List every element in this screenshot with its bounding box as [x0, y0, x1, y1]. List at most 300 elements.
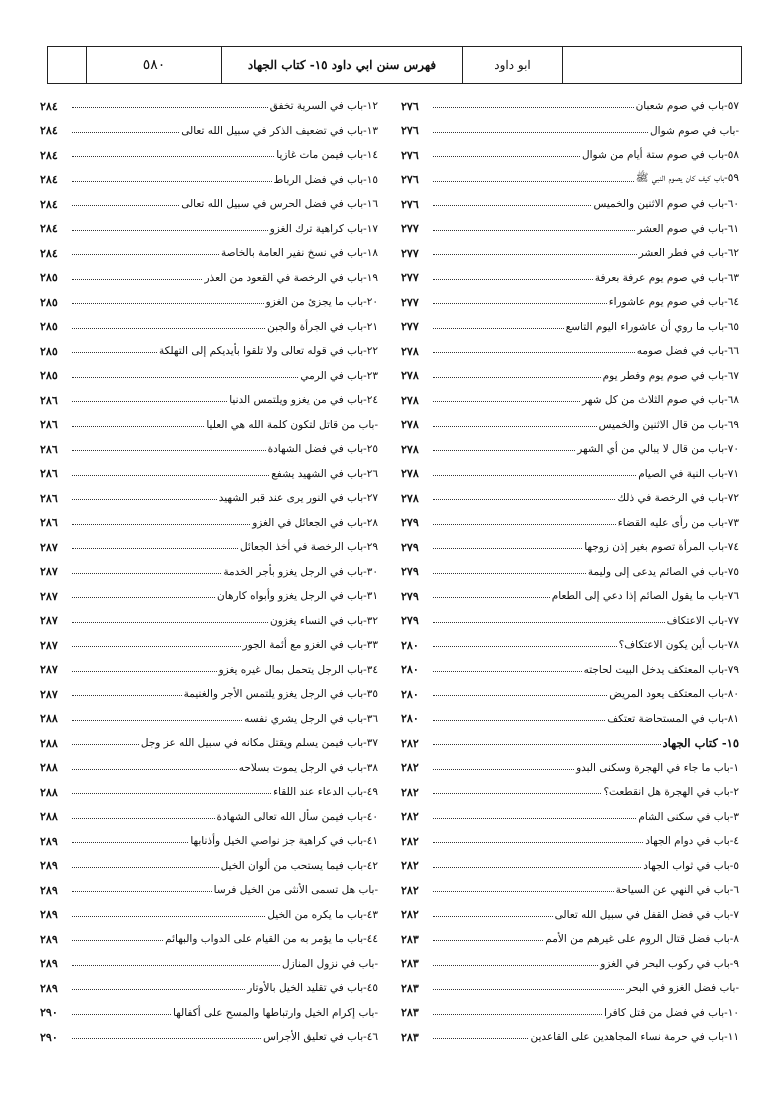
index-entry — [40, 1025, 378, 1050]
dot-leader — [433, 392, 580, 402]
entry-title: -باب هل تسمى الأنثى من الخيل فرسا — [213, 884, 378, 897]
index-entry — [401, 633, 739, 658]
entry-page: ٢٧٨ — [401, 467, 419, 481]
entry-page: ٢٨٢ — [401, 883, 419, 897]
entry-title: ٢٩-باب الرخصة في أخذ الجعائل — [239, 541, 378, 554]
entry-page: ٢٩٠ — [40, 1006, 58, 1020]
index-entry — [401, 388, 739, 413]
entry-title: -باب في نزول المنازل — [281, 957, 378, 970]
entry-title: ٦٠-باب في صوم الاثنين والخميس — [593, 198, 739, 211]
index-entry — [40, 1001, 378, 1026]
dot-leader — [433, 515, 616, 525]
index-entry — [401, 217, 739, 242]
entry-page: ٢٨٢ — [401, 761, 419, 775]
dot-leader — [72, 784, 271, 794]
entry-title: ٤٤-باب ما يؤمر به من القيام على الدواب والبهائم — [165, 933, 378, 946]
entry-page: ٢٨٢ — [401, 908, 419, 922]
index-entry — [40, 731, 378, 756]
entry-title: ٣٢-باب في النساء يغزون — [270, 614, 378, 627]
running-title: فهرس سنن ابي داود ١٥- كتاب الجهاد — [222, 47, 463, 83]
entry-page: ٢٨٧ — [40, 687, 58, 701]
entry-page: ٢٨٢ — [401, 785, 419, 799]
dot-leader — [72, 760, 237, 770]
index-entry — [401, 266, 739, 291]
entry-page: ٢٧٩ — [401, 614, 419, 628]
index-entry — [40, 927, 378, 952]
entry-title: ٨٠-باب المعتكف يعود المريض — [609, 688, 739, 701]
dot-leader — [72, 441, 266, 451]
entry-title: ٦٣-باب في صوم يوم عرفة بعرفة — [594, 271, 739, 284]
dot-leader — [72, 123, 179, 133]
dot-leader — [433, 1029, 528, 1039]
index-entry — [401, 413, 739, 438]
index-entry — [40, 952, 378, 977]
index-entry — [401, 731, 739, 756]
entry-title: ٢٠-باب ما يجزئ من الغزو — [265, 296, 378, 309]
entry-title: ٣-باب في سكنى الشام — [638, 810, 739, 823]
entry-title: ٧٠-باب من قال لا يبالي من أي الشهر — [577, 443, 739, 456]
dot-leader — [433, 956, 598, 966]
index-entry — [40, 192, 378, 217]
index-entry — [401, 535, 739, 560]
dot-leader — [433, 245, 637, 255]
entry-page: ٢٧٦ — [401, 197, 419, 211]
entry-page: ٢٨٢ — [401, 834, 419, 848]
dot-leader — [72, 686, 182, 696]
dot-leader — [433, 662, 582, 672]
entry-title: ٢٢-باب في قوله تعالى ولا تلقوا بأيديكم إلى التهلكة — [159, 345, 378, 358]
dot-leader — [72, 539, 238, 549]
entry-title: ١١-باب في حرمة نساء المجاهدين على القاعدين — [530, 1031, 739, 1044]
page-header — [47, 46, 742, 84]
entry-page: ٢٧٧ — [401, 222, 419, 236]
entry-page: ٢٨٨ — [40, 810, 58, 824]
dot-leader — [72, 1005, 171, 1015]
dot-leader — [433, 882, 614, 892]
dot-leader — [433, 368, 601, 378]
index-entry — [401, 1001, 739, 1026]
index-entry — [40, 413, 378, 438]
entry-page: ٢٧٧ — [401, 295, 419, 309]
index-entry — [40, 241, 378, 266]
entry-title: ٢٧-باب في النور يرى عند قبر الشهيد — [218, 492, 378, 505]
entry-page: ٢٨٠ — [401, 663, 419, 677]
entry-title: ١٣-باب في تضعيف الذكر في سبيل الله تعالى — [181, 124, 378, 137]
index-entry — [40, 805, 378, 830]
entry-page: ٢٨٤ — [40, 99, 58, 113]
dot-leader — [433, 833, 643, 843]
entry-page: ٢٨٩ — [40, 883, 58, 897]
dot-leader — [72, 564, 221, 574]
index-entry — [40, 437, 378, 462]
entry-title: ٦١-باب في صوم العشر — [637, 222, 739, 235]
entry-title: ٣٦-باب في الرجل يشري نفسه — [244, 712, 378, 725]
entry-page: ٢٨٨ — [40, 785, 58, 799]
entry-page: ٢٨٩ — [40, 834, 58, 848]
entry-page: ٢٨٧ — [40, 638, 58, 652]
entry-title: ٤٠-باب فيمن سأل الله تعالى الشهادة — [216, 810, 378, 823]
dot-leader — [72, 882, 212, 892]
entry-page: ٢٨٥ — [40, 295, 58, 309]
entry-title: ١٨-باب في نسخ نفير العامة بالخاصة — [220, 247, 378, 260]
index-entry — [401, 682, 739, 707]
entry-page: ٢٧٨ — [401, 369, 419, 383]
entry-page: ٢٨٢ — [401, 859, 419, 873]
index-entry — [401, 560, 739, 585]
dot-leader — [433, 294, 607, 304]
index-entry — [40, 535, 378, 560]
entry-title: ٦٦-باب في فضل صومه — [636, 345, 739, 358]
index-entry — [40, 609, 378, 634]
entry-title: -باب فضل الغزو في البحر — [626, 982, 739, 995]
entry-page: ٢٨٩ — [40, 957, 58, 971]
dot-leader — [72, 490, 217, 500]
index-entry — [401, 1025, 739, 1050]
entry-title: ١٦-باب في فضل الحرس في سبيل الله تعالى — [181, 198, 378, 211]
index-entry — [401, 143, 739, 168]
entry-page: ٢٨٤ — [40, 173, 58, 187]
dot-leader — [433, 147, 580, 157]
entry-title: ٣٣-باب في الغزو مع أئمة الجور — [242, 639, 378, 652]
entry-page: ٢٨٨ — [40, 736, 58, 750]
dot-leader — [72, 980, 245, 990]
index-entry — [401, 805, 739, 830]
dot-leader — [72, 368, 298, 378]
dot-leader — [72, 711, 242, 721]
dot-leader — [433, 196, 591, 206]
entry-page: ٢٨٥ — [40, 320, 58, 334]
index-entry — [401, 94, 739, 119]
entry-title: ٢٨-باب في الجعائل في الغزو — [252, 516, 378, 529]
index-entry — [40, 633, 378, 658]
entry-title: ٥٨-باب في صوم ستة أيام من شوال — [582, 149, 739, 162]
entry-page: ٢٨٧ — [40, 540, 58, 554]
index-entry — [401, 315, 739, 340]
index-entry — [401, 168, 739, 193]
dot-leader — [433, 123, 648, 133]
entry-page: ٢٨٣ — [401, 932, 419, 946]
entry-title: ٧٧-باب الاعتكاف — [666, 614, 739, 627]
entry-title: ٧٦-باب ما يقول الصائم إذا دعي إلى الطعام — [551, 590, 739, 603]
index-entry — [401, 952, 739, 977]
entry-page: ٢٧٩ — [401, 540, 419, 554]
entry-title: ٧٥-باب في الصائم يدعى إلى وليمة — [587, 565, 739, 578]
dot-leader — [72, 833, 188, 843]
dot-leader — [433, 564, 586, 574]
dot-leader — [72, 172, 272, 182]
entry-page: ٢٨٣ — [401, 981, 419, 995]
entry-page: ٢٨٠ — [401, 712, 419, 726]
entry-title: ٦٥-باب ما روي أن عاشوراء اليوم التاسع — [565, 320, 739, 333]
entry-title: ٤٢-باب فيما يستحب من ألوان الخيل — [220, 859, 378, 872]
index-entry — [401, 339, 739, 364]
index-entry — [401, 462, 739, 487]
index-entry — [40, 511, 378, 536]
entry-page: ٢٨٣ — [401, 1030, 419, 1044]
entry-title: -باب في صوم شوال — [650, 124, 739, 137]
entry-title: ١٢-باب في السرية تخفق — [269, 100, 378, 113]
dot-leader — [72, 343, 157, 353]
dot-leader — [433, 637, 617, 647]
entry-page: ٢٨٩ — [40, 932, 58, 946]
entry-title: ٧٩-باب المعتكف يدخل البيت لحاجته — [583, 663, 739, 676]
dot-leader — [433, 980, 624, 990]
index-entry — [401, 903, 739, 928]
entry-title: -باب إكرام الخيل وارتباطها والمسح على أكفالها — [172, 1006, 378, 1019]
dot-leader — [72, 1029, 261, 1039]
book-name: ابو داود — [463, 47, 563, 83]
entry-title: ٢٦-باب في الشهيد يشفع — [271, 467, 378, 480]
entry-page: ٢٨٧ — [40, 614, 58, 628]
index-entry — [40, 94, 378, 119]
index-entry — [40, 143, 378, 168]
entry-title: ٤٩-باب الدعاء عند اللقاء — [273, 786, 378, 799]
entry-page: ٢٧٨ — [401, 418, 419, 432]
entry-title: ٣٤-باب الرجل يتحمل بمال غيره يغزو — [218, 663, 378, 676]
entry-title: ٧٨-باب أين يكون الاعتكاف؟ — [618, 639, 739, 652]
index-entry — [40, 315, 378, 340]
index-entry — [401, 290, 739, 315]
entry-title: ٩-باب في ركوب البحر في الغزو — [600, 957, 739, 970]
index-column-left — [40, 94, 378, 1050]
dot-leader — [433, 858, 641, 868]
dot-leader — [433, 172, 634, 182]
entry-page: ٢٨٧ — [40, 589, 58, 603]
dot-leader — [433, 711, 605, 721]
index-entry — [401, 511, 739, 536]
dot-leader — [72, 466, 269, 476]
entry-page: ٢٧٦ — [401, 124, 419, 138]
entry-page: ٢٨٦ — [40, 467, 58, 481]
entry-title: ٦٧-باب في صوم يوم وفطر يوم — [602, 369, 739, 382]
dot-leader — [72, 294, 264, 304]
entry-page: ٢٧٨ — [401, 442, 419, 456]
dot-leader — [72, 858, 219, 868]
entry-page: ٢٧٨ — [401, 393, 419, 407]
page-number: ٥٨٠ — [87, 47, 222, 83]
dot-leader — [72, 221, 268, 231]
entry-page: ٢٨٦ — [40, 491, 58, 505]
index-entry — [40, 756, 378, 781]
entry-page: ٢٨٩ — [40, 908, 58, 922]
entry-title: ٦٩-باب من قال الاثنين والخميس — [598, 418, 739, 431]
dot-leader — [72, 613, 268, 623]
entry-title: ٣٨-باب في الرجل يموت بسلاحه — [238, 761, 378, 774]
entry-title: ٤٥-باب في تقليد الخيل بالأوتار — [247, 982, 378, 995]
entry-page: ٢٨٢ — [401, 736, 419, 750]
dot-leader — [433, 221, 635, 231]
entry-page: ٢٧٩ — [401, 589, 419, 603]
index-entry — [401, 119, 739, 144]
entry-title: ١٠-باب في فضل من قتل كافرا — [603, 1006, 739, 1019]
index-entry — [401, 364, 739, 389]
entry-title: ٢٤-باب في من يغزو ويلتمس الدنيا — [229, 394, 378, 407]
entry-title: ١٤-باب فيمن مات غازيا — [276, 149, 378, 162]
index-entry — [401, 976, 739, 1001]
dot-leader — [72, 147, 274, 157]
entry-page: ٢٨٥ — [40, 271, 58, 285]
index-entry — [40, 486, 378, 511]
dot-leader — [433, 1005, 602, 1015]
entry-page: ٢٧٩ — [401, 565, 419, 579]
dot-leader — [72, 637, 241, 647]
entry-title: ٣٥-باب في الرجل يغزو يلتمس الأجر والغنيمة — [183, 688, 378, 701]
header-empty-right — [563, 47, 741, 83]
header-empty-left — [48, 47, 87, 83]
index-entry — [401, 658, 739, 683]
entry-title: ٢٣-باب في الرمي — [300, 369, 378, 382]
index-entry — [40, 584, 378, 609]
entry-title: ٢-باب في الهجرة هل انقطعت؟ — [603, 786, 739, 799]
entry-title: ٧٢-باب في الرخصة في ذلك — [617, 492, 739, 505]
index-entry — [40, 976, 378, 1001]
entry-page: ٢٨٤ — [40, 148, 58, 162]
entry-title: ٨١-باب في المستحاضة تعتكف — [607, 712, 739, 725]
dot-leader — [433, 466, 636, 476]
index-entry — [401, 927, 739, 952]
entry-title: ١٩-باب في الرخصة في القعود من العذر — [204, 271, 378, 284]
index-entry — [40, 266, 378, 291]
dot-leader — [72, 907, 265, 917]
entry-page: ٢٧٧ — [401, 246, 419, 260]
entry-page: ٢٩٠ — [40, 1030, 58, 1044]
entry-page: ٢٨٤ — [40, 197, 58, 211]
entry-title: -باب من قاتل لتكون كلمة الله هي العليا — [206, 418, 378, 431]
index-column-right — [401, 94, 739, 1050]
entry-title: ٦٢-باب في فطر العشر — [638, 247, 739, 260]
dot-leader — [433, 907, 553, 917]
entry-page: ٢٨٠ — [401, 638, 419, 652]
index-entry — [40, 780, 378, 805]
entry-title: ١٧-باب كراهية ترك الغزو — [269, 222, 378, 235]
dot-leader — [433, 686, 607, 696]
entry-page: ٢٨٦ — [40, 393, 58, 407]
entry-title: ٧١-باب النية في الصيام — [638, 467, 739, 480]
entry-title: ٦٤-باب في صوم يوم عاشوراء — [608, 296, 739, 309]
dot-leader — [433, 98, 634, 108]
entry-page: ٢٧٧ — [401, 320, 419, 334]
entry-page: ٢٧٦ — [401, 99, 419, 113]
entry-title: ١٥-باب في فضل الرباط — [273, 173, 378, 186]
entry-page: ٢٨٨ — [40, 712, 58, 726]
index-entry — [401, 756, 739, 781]
entry-title: ٥٩-باب كيف كان يصوم النبي ﷺ — [635, 172, 739, 185]
index-entry — [40, 290, 378, 315]
dot-leader — [72, 735, 139, 745]
entry-page: ٢٨٤ — [40, 222, 58, 236]
entry-title: ٤٣-باب ما يكره من الخيل — [267, 908, 378, 921]
index-entry — [401, 878, 739, 903]
entry-page: ٢٨٩ — [40, 859, 58, 873]
dot-leader — [433, 441, 575, 451]
entry-title: ٤٦-باب في تعليق الأجراس — [263, 1031, 378, 1044]
index-entry — [401, 241, 739, 266]
entry-title: ٧٤-باب المرأة تصوم بغير إذن زوجها — [584, 541, 739, 554]
index-entry — [40, 878, 378, 903]
dot-leader — [72, 809, 215, 819]
dot-leader — [72, 515, 250, 525]
dot-leader — [72, 319, 265, 329]
index-entry — [40, 854, 378, 879]
dot-leader — [72, 196, 179, 206]
entry-title: ٥٧-باب في صوم شعبان — [635, 100, 739, 113]
dot-leader — [433, 760, 574, 770]
index-entry — [40, 829, 378, 854]
entry-page: ٢٧٩ — [401, 516, 419, 530]
index-entry — [401, 584, 739, 609]
entry-page: ٢٨٣ — [401, 957, 419, 971]
dot-leader — [72, 588, 215, 598]
index-entry — [401, 486, 739, 511]
dot-leader — [72, 98, 268, 108]
index-entry — [40, 388, 378, 413]
entry-page: ٢٨٠ — [401, 687, 419, 701]
entry-title: ٣٠-باب في الرجل يغزو بأجر الخدمة — [223, 565, 378, 578]
entry-title: ٣١-باب في الرجل يغزو وأبواه كارهان — [217, 590, 378, 603]
entry-page: ٢٨٦ — [40, 516, 58, 530]
entry-page: ٢٨٧ — [40, 663, 58, 677]
entry-title: ٢١-باب في الجرأة والجبن — [267, 320, 378, 333]
dot-leader — [433, 784, 601, 794]
dot-leader — [72, 931, 163, 941]
dot-leader — [433, 343, 635, 353]
index-entry — [40, 339, 378, 364]
dot-leader — [433, 270, 593, 280]
entry-page: ٢٧٨ — [401, 344, 419, 358]
entry-title: ٦٨-باب في صوم الثلاث من كل شهر — [582, 394, 739, 407]
dot-leader — [433, 319, 564, 329]
entry-page: ٢٨٨ — [40, 761, 58, 775]
entry-page: ٢٨٥ — [40, 344, 58, 358]
entry-title: ٢٥-باب في فضل الشهادة — [267, 443, 378, 456]
dot-leader — [72, 245, 219, 255]
entry-page: ٢٨٥ — [40, 369, 58, 383]
dot-leader — [433, 417, 597, 427]
dot-leader — [72, 270, 202, 280]
dot-leader — [433, 931, 543, 941]
dot-leader — [72, 392, 227, 402]
index-entry — [40, 168, 378, 193]
entry-title: ٧٣-باب من رأى عليه القضاء — [617, 516, 739, 529]
entry-page: ٢٨٤ — [40, 246, 58, 260]
dot-leader — [433, 588, 550, 598]
index-entry — [40, 682, 378, 707]
index-entry — [40, 119, 378, 144]
entry-page: ٢٨٦ — [40, 442, 58, 456]
entry-title: ٦-باب في النهي عن السياحة — [615, 884, 739, 897]
entry-title: ٨-باب فضل قتال الروم على غيرهم من الأمم — [545, 933, 739, 946]
dot-leader — [72, 662, 217, 672]
index-entry — [401, 854, 739, 879]
dot-leader — [433, 613, 665, 623]
entry-title: ٣٧-باب فيمن يسلم ويقتل مكانه في سبيل الله عز وجل — [140, 737, 378, 750]
index-entry — [40, 462, 378, 487]
index-entry — [40, 560, 378, 585]
dot-leader — [72, 417, 204, 427]
entry-page: ٢٨٣ — [401, 1006, 419, 1020]
index-entry — [40, 217, 378, 242]
dot-leader — [433, 539, 582, 549]
index-entry — [401, 437, 739, 462]
index-entry — [401, 829, 739, 854]
index-entry — [401, 780, 739, 805]
index-entry — [401, 609, 739, 634]
entry-page: ٢٨٤ — [40, 124, 58, 138]
dot-leader — [433, 735, 661, 745]
index-entry — [401, 192, 739, 217]
dot-leader — [433, 809, 636, 819]
index-entry — [40, 707, 378, 732]
